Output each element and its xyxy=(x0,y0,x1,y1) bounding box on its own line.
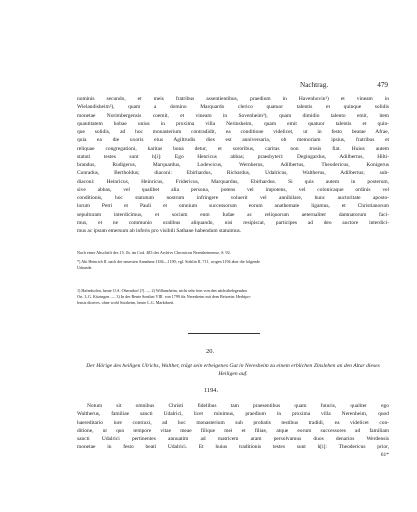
text-line: statuti testes sunt h[i]: Ego Henricus abbas; praesbyteri: Degingardus, Adilbertus, Hilti- xyxy=(77,153,389,160)
footnote-line: Ort. L.G. Kitzingen. — 3) In der Bente Sonthei VIII. von 1799 für Neresheim mit dem Betarein: Herbipo- xyxy=(77,294,251,300)
text-line: reliquae congregationi, karitas bona detur, et sororibus, caritas non trusis fiat. Huius autem xyxy=(77,145,389,152)
footnote-line: Urkunde. xyxy=(77,265,93,271)
text-line: Conradus, Bertholdus; diaconi: Ebirhardus, Richardus, Udalricus, Waltherus, Adilbertus; sub- xyxy=(77,170,389,177)
text-line: mus, et ne communio oralibus aliquando, nisi resipiscat, participes ad deo auctore interdici- xyxy=(77,219,389,226)
text-line: quantitatem hobae unius in proxima villa Nerinsheim, quam emit quatuor talentis et quin- xyxy=(77,120,389,127)
footnote-line: 1) Hafenhofen, heute O.A. Oberndorf (?). — 2) Willanzheim, nicht sehr fern von den nächstbelegenden xyxy=(77,288,247,293)
text-line: lorum Petri et Pauli et omnium successorum eorum anathemate ligamus, et Christianorum xyxy=(77,203,389,210)
page-number: 479 xyxy=(377,81,388,89)
text-line: que solidis, ad hoc monasterium contradidit, ea conditione videlicet, ut in festo beatae Afrae, xyxy=(77,129,389,135)
text-line: Wielandisheim²), quam a domino Marquardo clerico quatuor talentis et quinque solidis xyxy=(77,104,389,111)
text-line: Waltherus, familiae sancti Udalrici, licet minimus, praedium in proxima villa Nerenheim, quod xyxy=(77,411,389,418)
text-line: monetae Norimbergensis coemit, et vineam in Sovenheim³), quam dimidio talento emit, item xyxy=(77,112,389,119)
text-line: nominis secundo, et meis fratribus assentientibus, praedium in Havenhovin¹) et vineam in xyxy=(77,96,389,102)
text-line: conditionis, hoc statutum nostrum infringere voluerit vel annihilare, hunc auctoritate aposto- xyxy=(77,195,389,201)
text-line: mus ac ipsum emersum ab inferis pro visibili Sathane habendum statuimus. xyxy=(77,228,242,234)
running-head xyxy=(300,81,388,93)
footnote-abbot xyxy=(77,259,389,271)
text-line: brandus, Rudigerus, Marquardus, Lodewicus, Wernherus, Adilbertus, Theodericus, Konigerus xyxy=(77,162,389,168)
text-line: monetae in festo beati Udalrici. Et huius traditionis testes sunt h[i]: Theodericus prior, xyxy=(77,444,389,451)
text-line: sancti Udalrici pertinentes annuatim ad matricem aram persolvamus duos denarios Werdensis xyxy=(77,436,389,442)
footnote-line: *) Abt Heinrich II. nach der neuesten Annahme 1184—1190; vgl. Sieklin II, 711, wogen 1194 aber die folgende xyxy=(77,259,260,264)
text-line: Notum sit omnibus Christi fidelibus tam praesentibus quam futuris, qualiter ego xyxy=(87,403,389,409)
text-line: haereditario iure contraxi, ad hoc monasterium sub probatis testibus tradidi, ea videlicet con- xyxy=(77,419,389,426)
running-head-title: Nachtrag. xyxy=(300,81,329,89)
text-line: sive abbas, vel qualibet alia persona, potens vel impotens, vel colonicaque ordinis vel xyxy=(77,186,389,193)
text-line: sepulturam interdicimus, et socium eum Iudae ac reliquorum aeternaliter damnatorum faci- xyxy=(77,211,389,218)
main-text-block xyxy=(77,95,389,235)
footnote-places xyxy=(77,288,389,307)
section-divider xyxy=(188,333,260,334)
text-line: diaconi: Heinricus, Heinricus, Fridericus, Marquardus, Ebirhardus. Si quis autem in posterum, xyxy=(77,178,389,185)
footnote-line: lensis dioeces. ohne wohl Sotzheim, heute L.G. Marktbreit. xyxy=(77,300,175,306)
document-year: 1194. xyxy=(203,387,219,394)
document-number: 20. xyxy=(205,348,215,355)
source-note: Nach einer Abschrift des 15. Jh. im Cod. 483 des Archivs Chronicon Nerenheimense, S. 92. xyxy=(77,250,231,255)
text-line: ditione, ut quo tempore vitae meae filique mei et filiae, atque eorum successores ad familiam xyxy=(77,427,389,434)
signature-mark: 61* xyxy=(380,452,389,458)
document-summary: Der Hörige des heiligen Ulrichs, Walther, trägt sein erbeigenes Gut in Neresheim zu einem erblichen Zinslehen an den Altar dieses Heiligen auf. xyxy=(86,363,380,378)
text-line: quia ea die uxoris eius Agiltrudis dies est anniversaria, ob memoriam ipsius, fratribus et xyxy=(77,137,389,144)
document-text-block xyxy=(77,402,389,452)
